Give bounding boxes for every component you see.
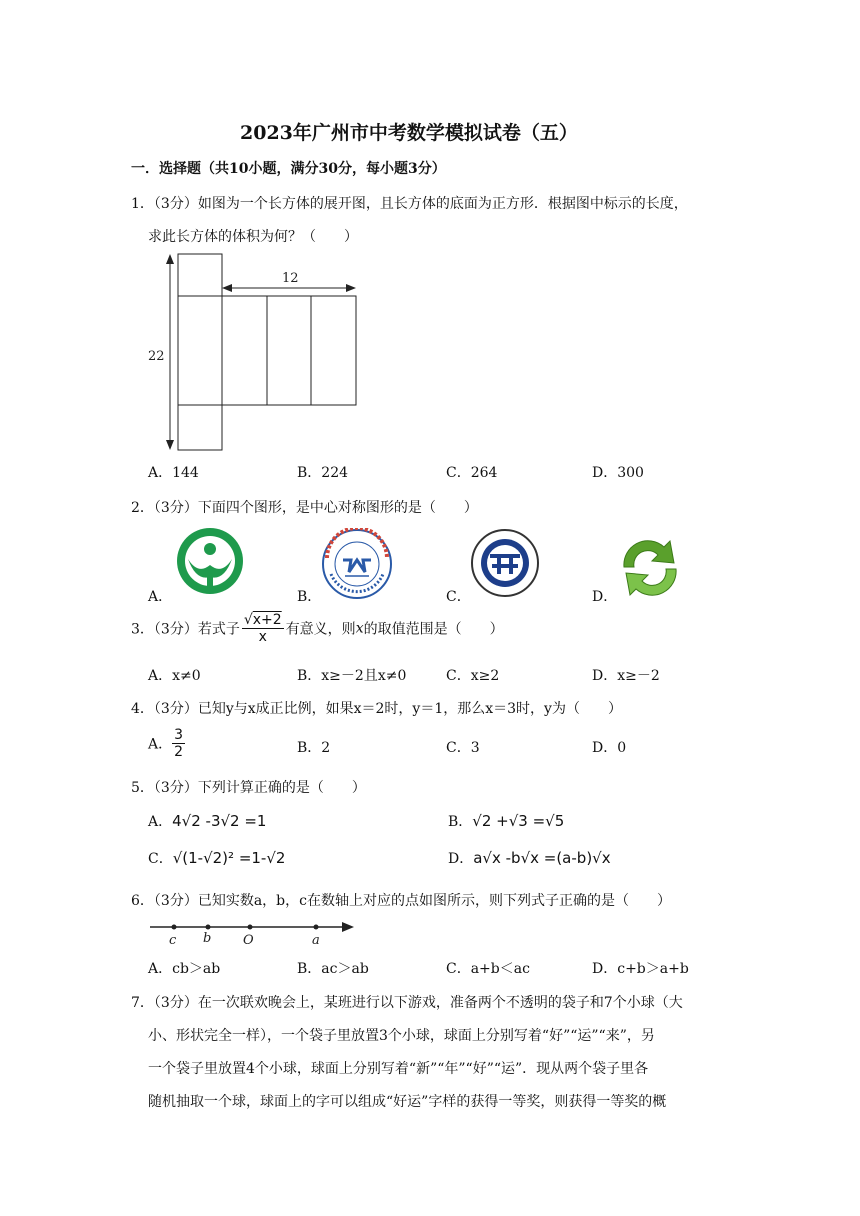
q1-net-figure [140, 248, 370, 454]
q1-stem-line2: 求此长方体的体积为何？（ ） [148, 229, 358, 245]
q6-label-b: b [203, 931, 212, 946]
q3-option-c[interactable]: C．x≥2 [446, 668, 500, 684]
q3-stem-suffix: 的取值范围是（ ） [363, 621, 504, 638]
q4-option-c[interactable]: C．3 [446, 740, 480, 756]
q6-option-d[interactable]: D．c+b＞a+b [592, 961, 689, 977]
q5-option-a-label: A． [148, 814, 173, 830]
q6-option-b[interactable]: B．ac＞ab [297, 961, 369, 977]
q5-option-a-expr: 4√2 -3√2 =1 [172, 812, 267, 830]
section-heading: 一．选择题（共10小题，满分30分，每小题3分） [131, 161, 446, 177]
q6-label-c: c [169, 933, 177, 948]
q1-option-d[interactable]: D．300 [592, 465, 644, 481]
q7-line-1: 7．（3分）在一次联欢晚会上，某班进行以下游戏，准备两个不透明的袋子和7个小球（大 [131, 995, 683, 1011]
q2-option-d[interactable]: D． [592, 589, 618, 605]
q5-option-c-expr: √(1-√2)² =1-√2 [172, 849, 286, 867]
green-food-logo-icon [174, 525, 246, 597]
q5-option-b-label: B． [448, 814, 473, 830]
circle-emblem-icon [470, 528, 540, 598]
q5-option-d-label: D． [448, 851, 474, 867]
q1-option-a[interactable]: A．144 [148, 465, 199, 481]
q2-option-a[interactable]: A． [148, 589, 173, 605]
q6-option-c[interactable]: C．a+b＜ac [446, 961, 530, 977]
q5-option-a[interactable] [148, 811, 266, 831]
q6-label-o: O [243, 933, 254, 948]
q3-option-b[interactable]: B．x≥－2且x≠0 [297, 668, 407, 684]
q7-line-3: 一个袋子里放置4个小球，球面上分别写着“新”“年”“好”“运”．现从两个袋子里各 [148, 1061, 649, 1077]
q6-label-a: a [312, 933, 320, 948]
q5-option-d-expr: a√x -b√x =(a-b)√x [473, 849, 611, 867]
q3-var: x [355, 620, 364, 637]
q4-option-d[interactable]: D．0 [592, 740, 627, 756]
q1-height-label: 22 [148, 349, 165, 364]
q3-stem-prefix: 3．（3分）若式子 [131, 621, 240, 638]
q1-width-label: 12 [282, 271, 299, 286]
q3-denominator: x [258, 629, 267, 645]
q1-stem-line1: 1．（3分）如图为一个长方体的展开图，且长方体的底面为正方形．根据图中标示的长度， [131, 196, 688, 212]
recycle-arrows-icon [612, 533, 688, 603]
page-title: 2023年广州市中考数学模拟试卷（五） [240, 122, 578, 144]
q5-option-b-expr: √2 +√3 =√5 [472, 812, 565, 830]
q4-option-a-fraction [172, 727, 185, 760]
q5-option-d[interactable] [448, 848, 611, 868]
q1-option-b[interactable]: B．224 [297, 465, 349, 481]
q4-option-b[interactable]: B．2 [297, 740, 331, 756]
q3-option-a[interactable]: A．x≠0 [148, 668, 201, 684]
q6-number-line [148, 916, 360, 948]
q2-option-b[interactable]: B． [297, 589, 322, 605]
q2-stem: 2．（3分）下面四个图形，是中心对称图形的是（ ） [131, 500, 478, 516]
q3-stem-mid: 有意义，则 [285, 621, 356, 638]
q5-option-c-label: C． [148, 851, 173, 867]
q4-option-a-num: 3 [174, 727, 184, 743]
q5-stem: 5．（3分）下列计算正确的是（ ） [131, 780, 366, 796]
q7-line-2: 小、形状完全一样），一个袋子里放置3个小球，球面上分别写着“好”“运”“来”，另 [148, 1028, 655, 1044]
q1-option-c[interactable]: C．264 [446, 465, 498, 481]
q4-option-a-label: A． [148, 736, 173, 753]
q4-option-a-den: 2 [174, 744, 184, 760]
q2-option-c[interactable]: C． [446, 589, 471, 605]
q6-stem: 6．（3分）已知实数a，b，c在数轴上对应的点如图所示，则下列式子正确的是（ ） [131, 893, 671, 909]
q4-option-a[interactable] [148, 727, 185, 760]
school-emblem-icon [321, 528, 393, 600]
q7-line-4: 随机抽取一个球，球面上的字可以组成“好运”字样的获得一等奖，则获得一等奖的概 [148, 1094, 667, 1110]
q3-stem [131, 612, 504, 645]
q3-radicand: x+2 [252, 612, 282, 628]
q5-option-b[interactable] [448, 811, 564, 831]
q6-option-a[interactable]: A．cb＞ab [148, 961, 221, 977]
q3-fraction: $\frac{√x+2}{x}$ [243, 612, 282, 645]
q4-stem: 4．（3分）已知y与x成正比例，如果x＝2时，y＝1，那么x＝3时，y为（ ） [131, 701, 622, 717]
q3-option-d[interactable]: D．x≥－2 [592, 668, 660, 684]
q5-option-c[interactable] [148, 848, 285, 868]
